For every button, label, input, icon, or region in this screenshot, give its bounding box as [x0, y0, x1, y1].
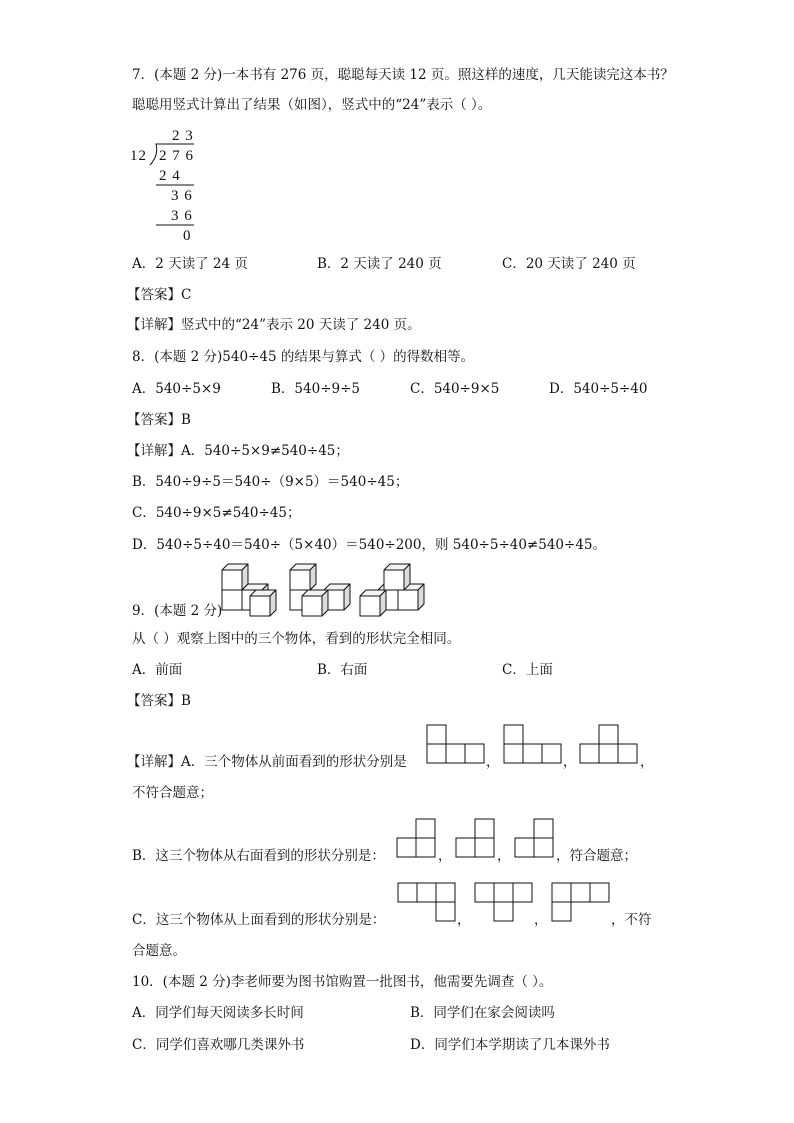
q9-answer: 【答案】B [127, 693, 191, 709]
q9-comma-2: ， [563, 754, 577, 770]
q9-detail-b-end: ，符合题意； [556, 848, 637, 864]
division-dividend: 2 7 6 [159, 148, 194, 164]
front-view-1 [426, 724, 486, 764]
q9-detail-c-line2: 合题意。 [132, 943, 186, 959]
division-row3: 3 6 [171, 208, 193, 224]
q7-option-b: B．2 天读了 240 页 [317, 256, 442, 272]
q8-option-a: A．540÷5×9 [132, 381, 221, 397]
q9-comma-3: ， [640, 754, 654, 770]
division-quotient: 2 3 [172, 128, 194, 144]
q7-answer: 【答案】C [127, 287, 192, 303]
q9-detail-b: B．这三个物体从右面看到的形状分别是： [132, 848, 385, 864]
division-row1: 2 4 [159, 168, 181, 184]
q8-option-c: C．540÷9×5 [410, 381, 500, 397]
q8-detail-a: 【详解】A．540÷5×9≠540÷45； [127, 443, 349, 459]
q9-comma-7: ， [534, 912, 548, 928]
q9-comma-1: ， [486, 754, 500, 770]
q7-option-c: C．20 天读了 240 页 [502, 256, 636, 272]
q9-option-a: A．前面 [132, 662, 183, 678]
cube-solid-2 [288, 564, 352, 614]
q9-comma-6: ， [457, 912, 471, 928]
q9-option-c: C．上面 [502, 662, 553, 678]
q10-option-d: D．同学们本学期读了几本课外书 [410, 1037, 610, 1053]
front-view-2 [503, 724, 563, 764]
q7-stem-line1: 7．(本题 2 分)一本书有 276 页，聪聪每天读 12 页。照这样的速度，几天能读完这本书？ [132, 67, 674, 83]
division-remainder: 0 [183, 228, 192, 244]
q9-label: 9．(本题 2 分) [132, 603, 223, 619]
q9-comma-4: ， [438, 848, 452, 864]
q9-detail-a: 【详解】A．三个物体从前面看到的形状分别是 [127, 754, 407, 770]
q8-stem: 8．(本题 2 分)540÷45 的结果与算式（ ）的得数相等。 [132, 349, 475, 365]
front-view-3 [579, 724, 639, 764]
division-divisor: 12 [130, 148, 147, 164]
q9-detail-a-line2: 不符合题意； [132, 785, 213, 801]
q8-option-d: D．540÷5÷40 [549, 381, 648, 397]
q7-option-a: A．2 天读了 24 页 [132, 256, 248, 272]
q9-option-b: B．右面 [317, 662, 368, 678]
right-view-1 [396, 818, 438, 858]
q10-stem: 10．(本题 2 分)李老师要为图书馆购置一批图书，他需要先调查（ ）。 [132, 974, 553, 990]
long-division-figure [128, 124, 218, 242]
q8-detail-d: D．540÷5÷40＝540÷（5×40）＝540÷200，则 540÷5÷40≠540÷45。 [132, 537, 607, 553]
q10-option-b: B．同学们在家会阅读吗 [410, 1005, 555, 1021]
top-view-1 [397, 882, 457, 922]
q7-detail: 【详解】竖式中的“24”表示 20 天读了 240 页。 [127, 317, 421, 333]
q10-option-a: A．同学们每天阅读多长时间 [132, 1005, 304, 1021]
q10-option-c: C．同学们喜欢哪几类课外书 [132, 1037, 305, 1053]
q8-detail-c: C．540÷9×5≠540÷45； [132, 505, 301, 521]
right-view-3 [514, 818, 556, 858]
q9-comma-5: ， [497, 848, 511, 864]
q8-option-b: B．540÷9÷5 [271, 381, 360, 397]
q9-stem: 从（ ）观察上图中的三个物体，看到的形状完全相同。 [132, 631, 461, 647]
right-view-2 [455, 818, 497, 858]
cube-solid-1 [220, 564, 282, 614]
top-view-2 [474, 882, 534, 922]
q9-detail-c: C．这三个物体从上面看到的形状分别是： [132, 912, 386, 928]
cube-solid-3 [358, 564, 428, 614]
q8-answer: 【答案】B [127, 412, 191, 428]
q9-detail-c-end: ，不符 [611, 912, 652, 928]
division-row2: 3 6 [171, 188, 193, 204]
q7-stem-line2: 聪聪用竖式计算出了结果（如图），竖式中的“24”表示（ ）。 [132, 97, 492, 113]
q8-detail-b: B．540÷9÷5＝540÷（9×5）＝540÷45； [132, 474, 409, 490]
top-view-3 [551, 882, 611, 922]
